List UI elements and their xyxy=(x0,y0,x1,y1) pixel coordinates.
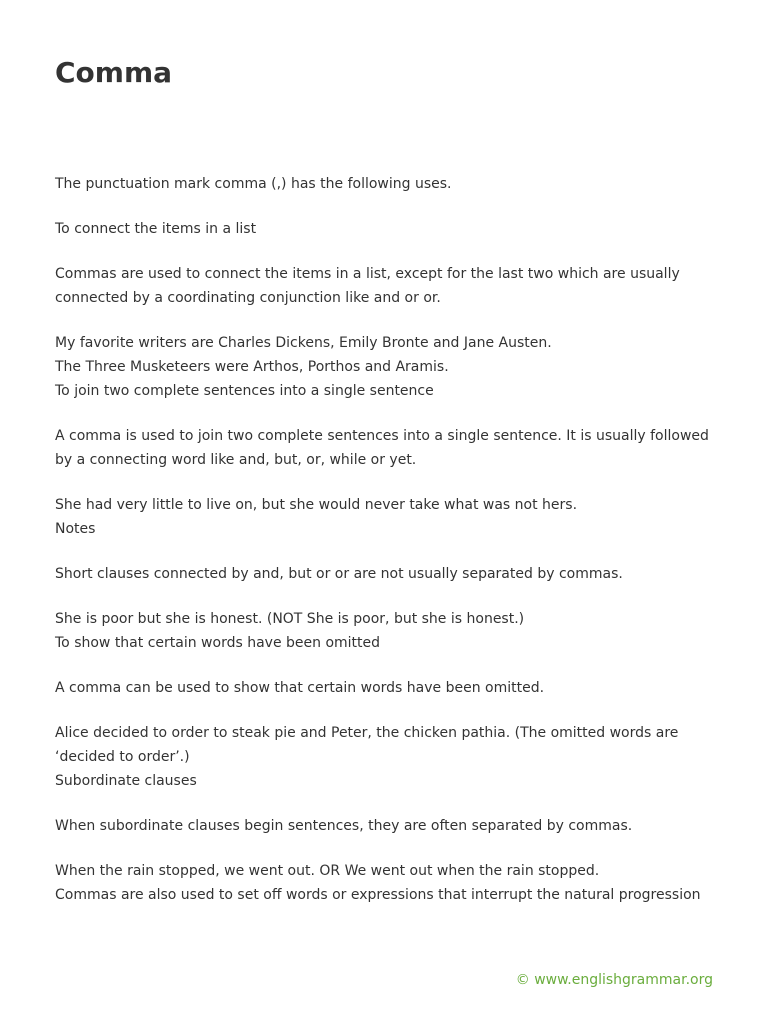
text-line: When the rain stopped, we went out. OR We went out when the rain stopped. xyxy=(55,863,600,879)
text-line: A comma is used to join two complete sentences into a single sentence. It is usually followed xyxy=(55,428,709,444)
paragraph xyxy=(55,172,715,196)
text-line: connected by a coordinating conjunction like and or or. xyxy=(55,290,441,306)
text-line: Commas are also used to set off words or expressions that interrupt the natural progression xyxy=(55,887,701,903)
paragraph xyxy=(55,814,715,838)
article-body xyxy=(55,172,715,928)
paragraph xyxy=(55,859,715,907)
text-line: My favorite writers are Charles Dickens, Emily Bronte and Jane Austen. xyxy=(55,335,552,351)
text-line: Short clauses connected by and, but or or are not usually separated by commas. xyxy=(55,566,623,582)
paragraph xyxy=(55,424,715,472)
text-line: She had very little to live on, but she would never take what was not hers. xyxy=(55,497,578,513)
paragraph xyxy=(55,562,715,586)
text-line: To show that certain words have been omitted xyxy=(55,635,381,651)
text-line: Alice decided to order to steak pie and Peter, the chicken pathia. (The omitted words are xyxy=(55,725,679,741)
footer-credit[interactable]: © www.englishgrammar.org xyxy=(515,972,713,988)
page-title: Comma xyxy=(55,56,173,89)
text-line: Commas are used to connect the items in a list, except for the last two which are usually xyxy=(55,266,680,282)
paragraph xyxy=(55,493,715,541)
paragraph xyxy=(55,331,715,403)
text-line: To join two complete sentences into a single sentence xyxy=(55,383,434,399)
text-line: by a connecting word like and, but, or, while or yet. xyxy=(55,452,417,468)
paragraph xyxy=(55,217,715,241)
text-line: ‘decided to order’.) xyxy=(55,749,190,765)
paragraph xyxy=(55,721,715,793)
text-line: A comma can be used to show that certain words have been omitted. xyxy=(55,680,545,696)
paragraph xyxy=(55,676,715,700)
text-line: When subordinate clauses begin sentences, they are often separated by commas. xyxy=(55,818,633,834)
text-line: The punctuation mark comma (,) has the following uses. xyxy=(55,176,452,192)
text-line: To connect the items in a list xyxy=(55,221,257,237)
paragraph xyxy=(55,262,715,310)
paragraph xyxy=(55,607,715,655)
text-line: She is poor but she is honest. (NOT She is poor, but she is honest.) xyxy=(55,611,525,627)
text-line: Subordinate clauses xyxy=(55,773,197,789)
text-line: Notes xyxy=(55,521,96,537)
text-line: The Three Musketeers were Arthos, Porthos and Aramis. xyxy=(55,359,449,375)
